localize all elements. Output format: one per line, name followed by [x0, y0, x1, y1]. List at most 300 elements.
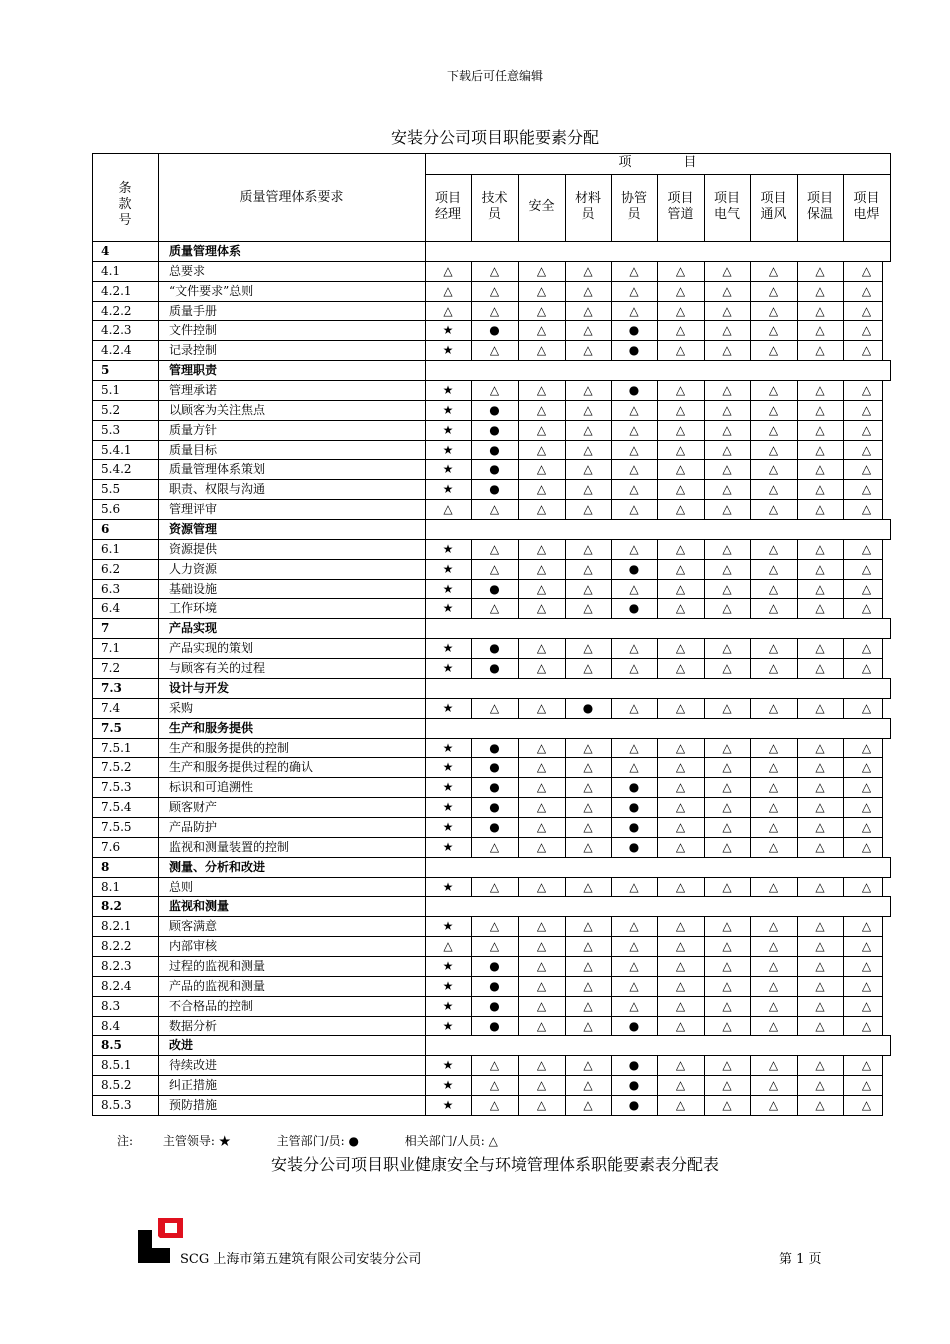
- table-rule: [471, 976, 472, 997]
- table-rule: [92, 459, 883, 460]
- table-rule: [704, 837, 705, 858]
- role-mark: △: [768, 502, 779, 517]
- table-rule: [882, 459, 883, 480]
- table-rule: [704, 1055, 705, 1076]
- table-rule: [657, 638, 658, 659]
- table-rule: [797, 499, 798, 520]
- header-role: 协管 员: [620, 191, 647, 222]
- role-mark: △: [583, 641, 593, 656]
- role-mark: △: [489, 1078, 500, 1093]
- table-rule: [882, 777, 883, 798]
- role-mark: △: [815, 383, 825, 398]
- role-mark: △: [768, 343, 779, 358]
- table-rule: [471, 738, 472, 758]
- table-rule: [518, 400, 519, 421]
- clause-number: 8.3: [101, 998, 121, 1013]
- clause-number: 7.6: [101, 839, 121, 854]
- table-rule: [750, 559, 751, 580]
- role-mark: △: [815, 641, 825, 656]
- table-rule: [92, 618, 891, 619]
- role-mark: △: [861, 442, 872, 457]
- table-rule: [882, 598, 883, 619]
- table-rule: [471, 459, 472, 480]
- role-mark: △: [815, 422, 825, 437]
- role-mark: △: [536, 800, 547, 815]
- role-mark: △: [815, 998, 825, 1013]
- clause-number: 7.5.2: [101, 760, 132, 775]
- role-mark: △: [675, 800, 686, 815]
- role-mark: △: [629, 879, 639, 894]
- clause-requirement: 预防措施: [169, 1097, 218, 1112]
- table-rule: [843, 261, 844, 282]
- clause-number: 8.2.3: [101, 958, 132, 973]
- table-rule: [750, 579, 751, 599]
- table-rule: [92, 579, 883, 580]
- role-mark: △: [629, 442, 639, 457]
- table-rule: [611, 1016, 612, 1036]
- role-mark: △: [489, 541, 500, 556]
- table-rule: [471, 559, 472, 580]
- role-mark: △: [815, 919, 825, 934]
- table-rule: [565, 261, 566, 282]
- clause-requirement: 产品防护: [169, 819, 218, 834]
- role-mark: △: [489, 1097, 500, 1112]
- table-rule: [611, 1075, 612, 1096]
- table-rule: [750, 916, 751, 937]
- role-mark: △: [815, 502, 825, 517]
- table-rule: [425, 174, 891, 175]
- role-mark: △: [675, 263, 686, 278]
- role-mark: △: [489, 879, 500, 894]
- table-rule: [92, 837, 883, 838]
- clause-number: 8.2.4: [101, 978, 132, 993]
- table-rule: [471, 340, 472, 361]
- clause-requirement: 顾客财产: [169, 800, 218, 815]
- role-mark: △: [583, 303, 593, 318]
- table-rule: [704, 638, 705, 659]
- table-rule: [882, 817, 883, 838]
- table-rule: [565, 420, 566, 441]
- clause-requirement: 总则: [169, 879, 194, 894]
- role-mark: ★: [442, 581, 454, 596]
- role-mark: △: [768, 700, 779, 715]
- header-role: 安全: [528, 199, 555, 214]
- table-rule: [518, 579, 519, 599]
- role-mark: △: [861, 1097, 872, 1112]
- table-rule: [565, 499, 566, 520]
- table-rule: [657, 420, 658, 441]
- table-rule: [797, 638, 798, 659]
- clause-requirement: 与顾客有关的过程: [169, 661, 266, 676]
- role-mark: ★: [442, 641, 454, 656]
- table-rule: [565, 281, 566, 302]
- table-rule: [843, 877, 844, 897]
- clause-number: 4.2.4: [101, 343, 132, 358]
- table-rule: [843, 539, 844, 560]
- role-mark: △: [583, 998, 593, 1013]
- table-rule: [750, 1016, 751, 1036]
- table-rule: [750, 1095, 751, 1116]
- role-mark: △: [675, 879, 686, 894]
- role-mark: △: [815, 760, 825, 775]
- role-mark: △: [583, 1018, 593, 1033]
- table-rule: [843, 559, 844, 580]
- table-rule: [92, 499, 883, 500]
- table-rule: [843, 1095, 844, 1116]
- table-rule: [657, 757, 658, 778]
- table-rule: [657, 956, 658, 977]
- role-mark: △: [815, 958, 825, 973]
- table-rule: [843, 837, 844, 858]
- role-mark: △: [815, 1058, 825, 1073]
- clause-requirement: 待续改进: [169, 1058, 218, 1073]
- role-mark: ●: [489, 581, 500, 596]
- table-rule: [518, 1075, 519, 1096]
- table-rule: [843, 579, 844, 599]
- role-mark: △: [583, 919, 593, 934]
- table-rule: [518, 956, 519, 977]
- table-rule: [882, 797, 883, 818]
- role-mark: △: [583, 502, 593, 517]
- role-mark: △: [536, 919, 547, 934]
- table-rule: [704, 400, 705, 421]
- role-mark: △: [815, 323, 825, 338]
- role-mark: △: [675, 422, 686, 437]
- role-mark: △: [815, 263, 825, 278]
- table-rule: [882, 320, 883, 341]
- role-mark: ★: [442, 760, 454, 775]
- table-rule: [471, 579, 472, 599]
- table-rule: [518, 499, 519, 520]
- table-rule: [611, 420, 612, 441]
- table-rule: [471, 777, 472, 798]
- table-rule: [843, 320, 844, 341]
- header-role: 项目 经理: [434, 191, 461, 222]
- clause-number: 7.4: [101, 700, 121, 715]
- table-rule: [518, 380, 519, 401]
- table-rule: [657, 261, 658, 282]
- table-rule: [565, 777, 566, 798]
- table-rule: [611, 777, 612, 798]
- role-mark: △: [536, 641, 547, 656]
- role-mark: △: [675, 1078, 686, 1093]
- table-rule: [518, 261, 519, 282]
- role-mark: △: [489, 383, 500, 398]
- role-mark: △: [536, 541, 547, 556]
- table-rule: [843, 797, 844, 818]
- role-mark: △: [722, 919, 732, 934]
- role-mark: ★: [442, 442, 454, 457]
- table-rule: [797, 658, 798, 679]
- table-rule: [797, 777, 798, 798]
- role-mark: ●: [628, 1018, 640, 1033]
- table-rule: [611, 638, 612, 659]
- table-rule: [518, 1016, 519, 1036]
- table-rule: [843, 340, 844, 361]
- role-mark: △: [675, 502, 686, 517]
- role-mark: ●: [628, 1078, 640, 1093]
- table-rule: [657, 1055, 658, 1076]
- role-mark: △: [722, 383, 732, 398]
- table-rule: [657, 598, 658, 619]
- table-rule: [797, 539, 798, 560]
- role-mark: △: [722, 323, 732, 338]
- role-mark: △: [675, 462, 686, 477]
- role-mark: △: [675, 939, 686, 954]
- role-mark: △: [815, 402, 825, 417]
- table-rule: [518, 559, 519, 580]
- table-rule: [518, 1055, 519, 1076]
- role-mark: △: [489, 343, 500, 358]
- role-mark: ●: [628, 383, 640, 398]
- role-mark: △: [815, 780, 825, 795]
- table-rule: [843, 1075, 844, 1096]
- clause-number: 6.3: [101, 581, 121, 596]
- clause-number: 7.5.3: [101, 780, 132, 795]
- role-mark: ●: [628, 601, 640, 616]
- role-mark: △: [536, 958, 547, 973]
- role-mark: △: [861, 879, 872, 894]
- role-mark: △: [583, 541, 593, 556]
- clause-number: 8.5.3: [101, 1097, 132, 1112]
- table-rule: [843, 638, 844, 659]
- table-rule: [471, 638, 472, 659]
- table-rule: [750, 956, 751, 977]
- table-rule: [92, 400, 883, 401]
- role-mark: ●: [582, 700, 594, 715]
- table-rule: [518, 174, 519, 242]
- table-rule: [704, 1075, 705, 1096]
- table-rule: [92, 559, 883, 560]
- table-rule: [882, 658, 883, 679]
- table-rule: [704, 440, 705, 460]
- table-rule: [92, 301, 883, 302]
- role-mark: ★: [442, 383, 454, 398]
- table-rule: [882, 1075, 883, 1096]
- role-mark: ★: [442, 998, 454, 1013]
- table-rule: [750, 459, 751, 480]
- clause-requirement: 总要求: [169, 263, 206, 278]
- role-mark: △: [722, 1097, 732, 1112]
- header-role: 项目 管道: [667, 191, 694, 222]
- role-mark: △: [443, 263, 453, 278]
- header-requirement: 质量管理体系要求: [239, 190, 344, 205]
- table-rule: [565, 440, 566, 460]
- table-rule: [92, 440, 883, 441]
- table-rule: [657, 579, 658, 599]
- table-rule: [843, 598, 844, 619]
- role-mark: △: [861, 819, 872, 834]
- table-rule: [611, 579, 612, 599]
- role-mark: △: [861, 422, 872, 437]
- table-rule: [657, 479, 658, 500]
- role-mark: △: [768, 939, 779, 954]
- table-rule: [890, 857, 891, 878]
- role-mark: △: [675, 1097, 686, 1112]
- table-rule: [518, 281, 519, 302]
- role-mark: △: [722, 541, 732, 556]
- role-mark: ●: [489, 978, 500, 993]
- table-rule: [882, 698, 883, 719]
- table-rule: [657, 996, 658, 1017]
- table-rule: [565, 956, 566, 977]
- clause-requirement: 管理承诺: [169, 383, 218, 398]
- table-rule: [882, 757, 883, 778]
- role-mark: △: [768, 482, 779, 497]
- role-mark: △: [768, 402, 779, 417]
- role-mark: △: [861, 661, 872, 676]
- table-rule: [92, 936, 883, 937]
- table-rule: [750, 638, 751, 659]
- table-rule: [797, 340, 798, 361]
- role-mark: ●: [628, 780, 640, 795]
- clause-requirement: 生产和服务提供的控制: [169, 740, 290, 755]
- table-rule: [843, 380, 844, 401]
- role-mark: △: [536, 1058, 547, 1073]
- role-mark: △: [675, 581, 686, 596]
- table-rule: [882, 638, 883, 659]
- clause-requirement: 管理评审: [169, 502, 218, 517]
- clause-requirement: 文件控制: [169, 323, 218, 338]
- table-rule: [657, 281, 658, 302]
- header-role: 项目 电焊: [853, 191, 880, 222]
- clause-requirement: 生产和服务提供过程的确认: [169, 760, 314, 775]
- role-mark: △: [629, 919, 639, 934]
- table-rule: [750, 738, 751, 758]
- table-rule: [471, 174, 472, 242]
- table-rule: [704, 598, 705, 619]
- role-mark: △: [861, 740, 872, 755]
- role-mark: ●: [628, 819, 640, 834]
- role-mark: △: [583, 939, 593, 954]
- table-rule: [565, 837, 566, 858]
- role-mark: △: [722, 760, 732, 775]
- table-rule: [611, 976, 612, 997]
- role-mark: △: [768, 1018, 779, 1033]
- table-rule: [518, 340, 519, 361]
- table-rule: [518, 916, 519, 937]
- role-mark: △: [489, 263, 500, 278]
- table-rule: [882, 539, 883, 560]
- role-mark: △: [629, 939, 639, 954]
- table-rule: [750, 320, 751, 341]
- table-rule: [657, 916, 658, 937]
- role-mark: ●: [628, 323, 640, 338]
- clause-requirement: 以顾客为关注焦点: [169, 402, 266, 417]
- role-mark: △: [536, 839, 547, 854]
- table-rule: [471, 698, 472, 719]
- table-rule: [518, 976, 519, 997]
- table-rule: [565, 539, 566, 560]
- role-mark: △: [536, 303, 547, 318]
- table-rule: [797, 400, 798, 421]
- role-mark: △: [629, 303, 639, 318]
- table-rule: [890, 678, 891, 699]
- table-rule: [890, 360, 891, 381]
- table-rule: [797, 916, 798, 937]
- role-mark: △: [629, 760, 639, 775]
- table-rule: [158, 153, 159, 1116]
- table-rule: [882, 579, 883, 599]
- role-mark: ★: [442, 1018, 454, 1033]
- role-mark: ●: [489, 442, 500, 457]
- role-mark: △: [768, 819, 779, 834]
- role-mark: △: [815, 1078, 825, 1093]
- clause-number: 8.4: [101, 1018, 121, 1033]
- role-mark: ●: [628, 1097, 640, 1112]
- table-rule: [471, 1016, 472, 1036]
- role-mark: △: [675, 601, 686, 616]
- role-mark: △: [722, 641, 732, 656]
- table-rule: [565, 400, 566, 421]
- top-note: 下载后可任意编辑: [446, 69, 543, 83]
- table-rule: [843, 996, 844, 1017]
- role-mark: △: [536, 422, 547, 437]
- role-mark: △: [489, 303, 500, 318]
- role-mark: △: [536, 700, 547, 715]
- role-mark: ●: [489, 1018, 500, 1033]
- role-mark: △: [768, 800, 779, 815]
- role-mark: ●: [489, 780, 500, 795]
- role-mark: △: [675, 303, 686, 318]
- role-mark: △: [536, 442, 547, 457]
- role-mark: △: [675, 998, 686, 1013]
- table-rule: [882, 479, 883, 500]
- role-mark: △: [861, 383, 872, 398]
- table-rule: [704, 817, 705, 838]
- clause-number: 8.2.2: [101, 939, 132, 954]
- table-rule: [843, 738, 844, 758]
- table-rule: [797, 1016, 798, 1036]
- role-mark: △: [722, 800, 732, 815]
- role-mark: △: [768, 263, 779, 278]
- footer-company: SCG 上海市第五建筑有限公司安装分公司: [180, 1252, 422, 1267]
- table-rule: [843, 499, 844, 520]
- role-mark: △: [768, 740, 779, 755]
- role-mark: △: [489, 839, 500, 854]
- table-rule: [471, 1075, 472, 1096]
- table-rule: [471, 996, 472, 1017]
- clause-requirement: 资源提供: [169, 541, 218, 556]
- table-rule: [92, 1016, 883, 1017]
- role-mark: ★: [442, 422, 454, 437]
- clause-requirement: 职责、权限与沟通: [169, 482, 266, 497]
- clause-requirement: 质量管理体系: [169, 244, 242, 258]
- table-rule: [471, 440, 472, 460]
- role-mark: △: [536, 740, 547, 755]
- role-mark: △: [583, 482, 593, 497]
- role-mark: △: [489, 700, 500, 715]
- role-mark: △: [629, 283, 639, 298]
- role-mark: △: [722, 958, 732, 973]
- role-mark: △: [815, 581, 825, 596]
- table-rule: [92, 360, 891, 361]
- table-rule: [843, 400, 844, 421]
- role-mark: △: [675, 780, 686, 795]
- table-rule: [92, 996, 883, 997]
- table-rule: [704, 797, 705, 818]
- table-rule: [611, 956, 612, 977]
- table-rule: [611, 757, 612, 778]
- table-rule: [471, 400, 472, 421]
- role-mark: △: [722, 561, 732, 576]
- table-rule: [797, 738, 798, 758]
- table-rule: [797, 976, 798, 997]
- table-rule: [611, 996, 612, 1017]
- role-mark: △: [536, 462, 547, 477]
- table-rule: [704, 757, 705, 778]
- table-rule: [704, 559, 705, 580]
